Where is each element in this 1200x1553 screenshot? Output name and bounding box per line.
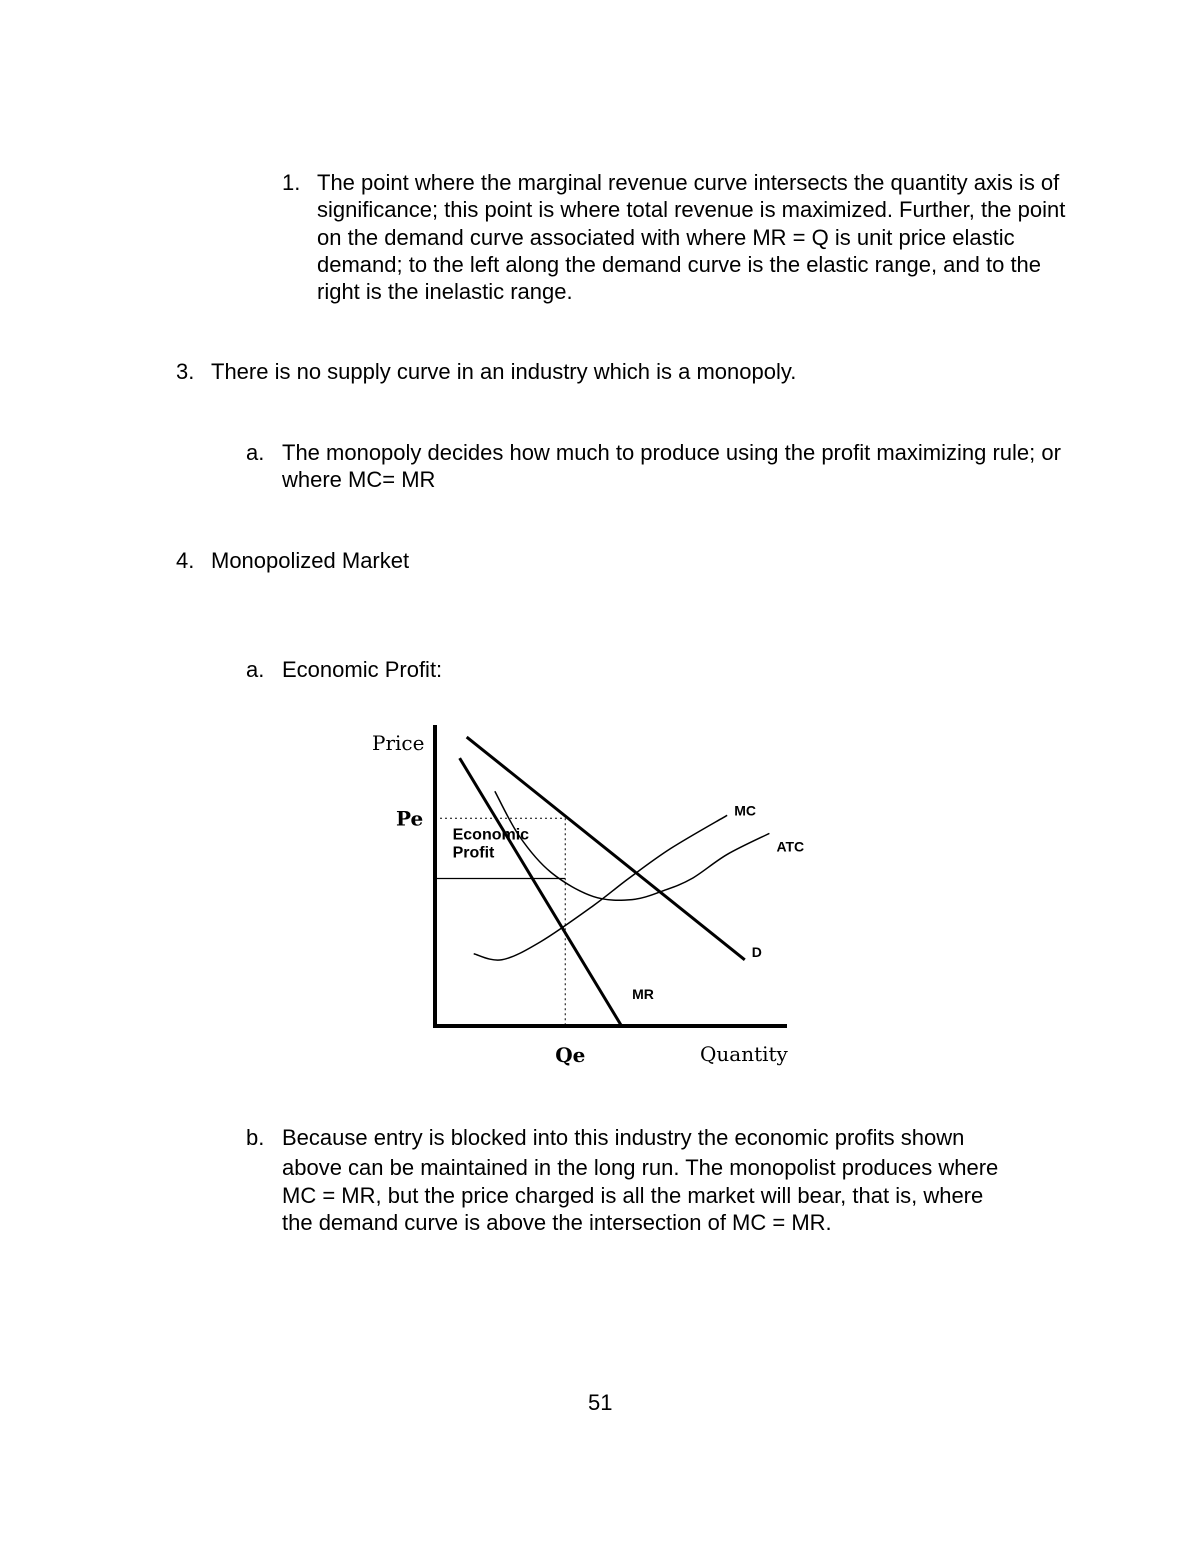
item-4b-line-2: above can be maintained in the long run. The monopolist produces where [282,1155,999,1181]
pe-tick-label: Pe [396,806,424,831]
mc-curve-label: MC [734,802,756,819]
item-3-text: There is no supply curve in an industry which is a monopoly. [211,359,797,384]
demand-curve [467,737,745,960]
item-4b-line-4: the demand curve is above the intersection of MC = MR. [282,1209,832,1235]
economic-profit-label-line1: Economic [452,826,530,844]
item-3a-text: The monopoly decides how much to produce using the profit maximizing rule; or where MC= MR [282,440,1061,493]
atc-curve-label: ATC [776,838,805,855]
item-4b-text [282,1124,1082,1236]
marginal-revenue-curve [460,758,622,1026]
item-4-text: Monopolized Market [211,548,410,573]
item-3a-letter: a. [246,440,265,465]
demand-curve-label: D [751,943,762,960]
item-4-number: 4. [176,548,195,573]
item-4b-letter: b. [246,1125,265,1150]
economic-profit-label-line2: Profit [452,844,495,862]
item-1-number: 1. [282,170,301,195]
x-axis-label: Quantity [700,1042,788,1066]
item-4b-line-1: Because entry is blocked into this industry the economic profits shown [282,1125,965,1150]
item-4b-line-3: MC = MR, but the price charged is all the market will bear, that is, where [282,1182,984,1208]
item-4a-text: Economic Profit: [282,657,443,682]
y-axis-label: Price [372,731,425,755]
item-3-number: 3. [176,359,195,384]
qe-tick-label: Qe [555,1043,586,1067]
item-1-text: The point where the marginal revenue curve intersects the quantity axis is of significance; this point is where total revenue is maximized. Further, the point on the demand curve associated with where MR = Q is unit price elastic demand; to the left along the demand curve is the elastic range, and to the right is the inelastic range. [317,170,1066,305]
mr-curve-label: MR [632,985,654,1002]
page-number: 51 [588,1390,613,1415]
monopoly-chart [360,715,820,1085]
item-4a-letter: a. [246,657,265,682]
